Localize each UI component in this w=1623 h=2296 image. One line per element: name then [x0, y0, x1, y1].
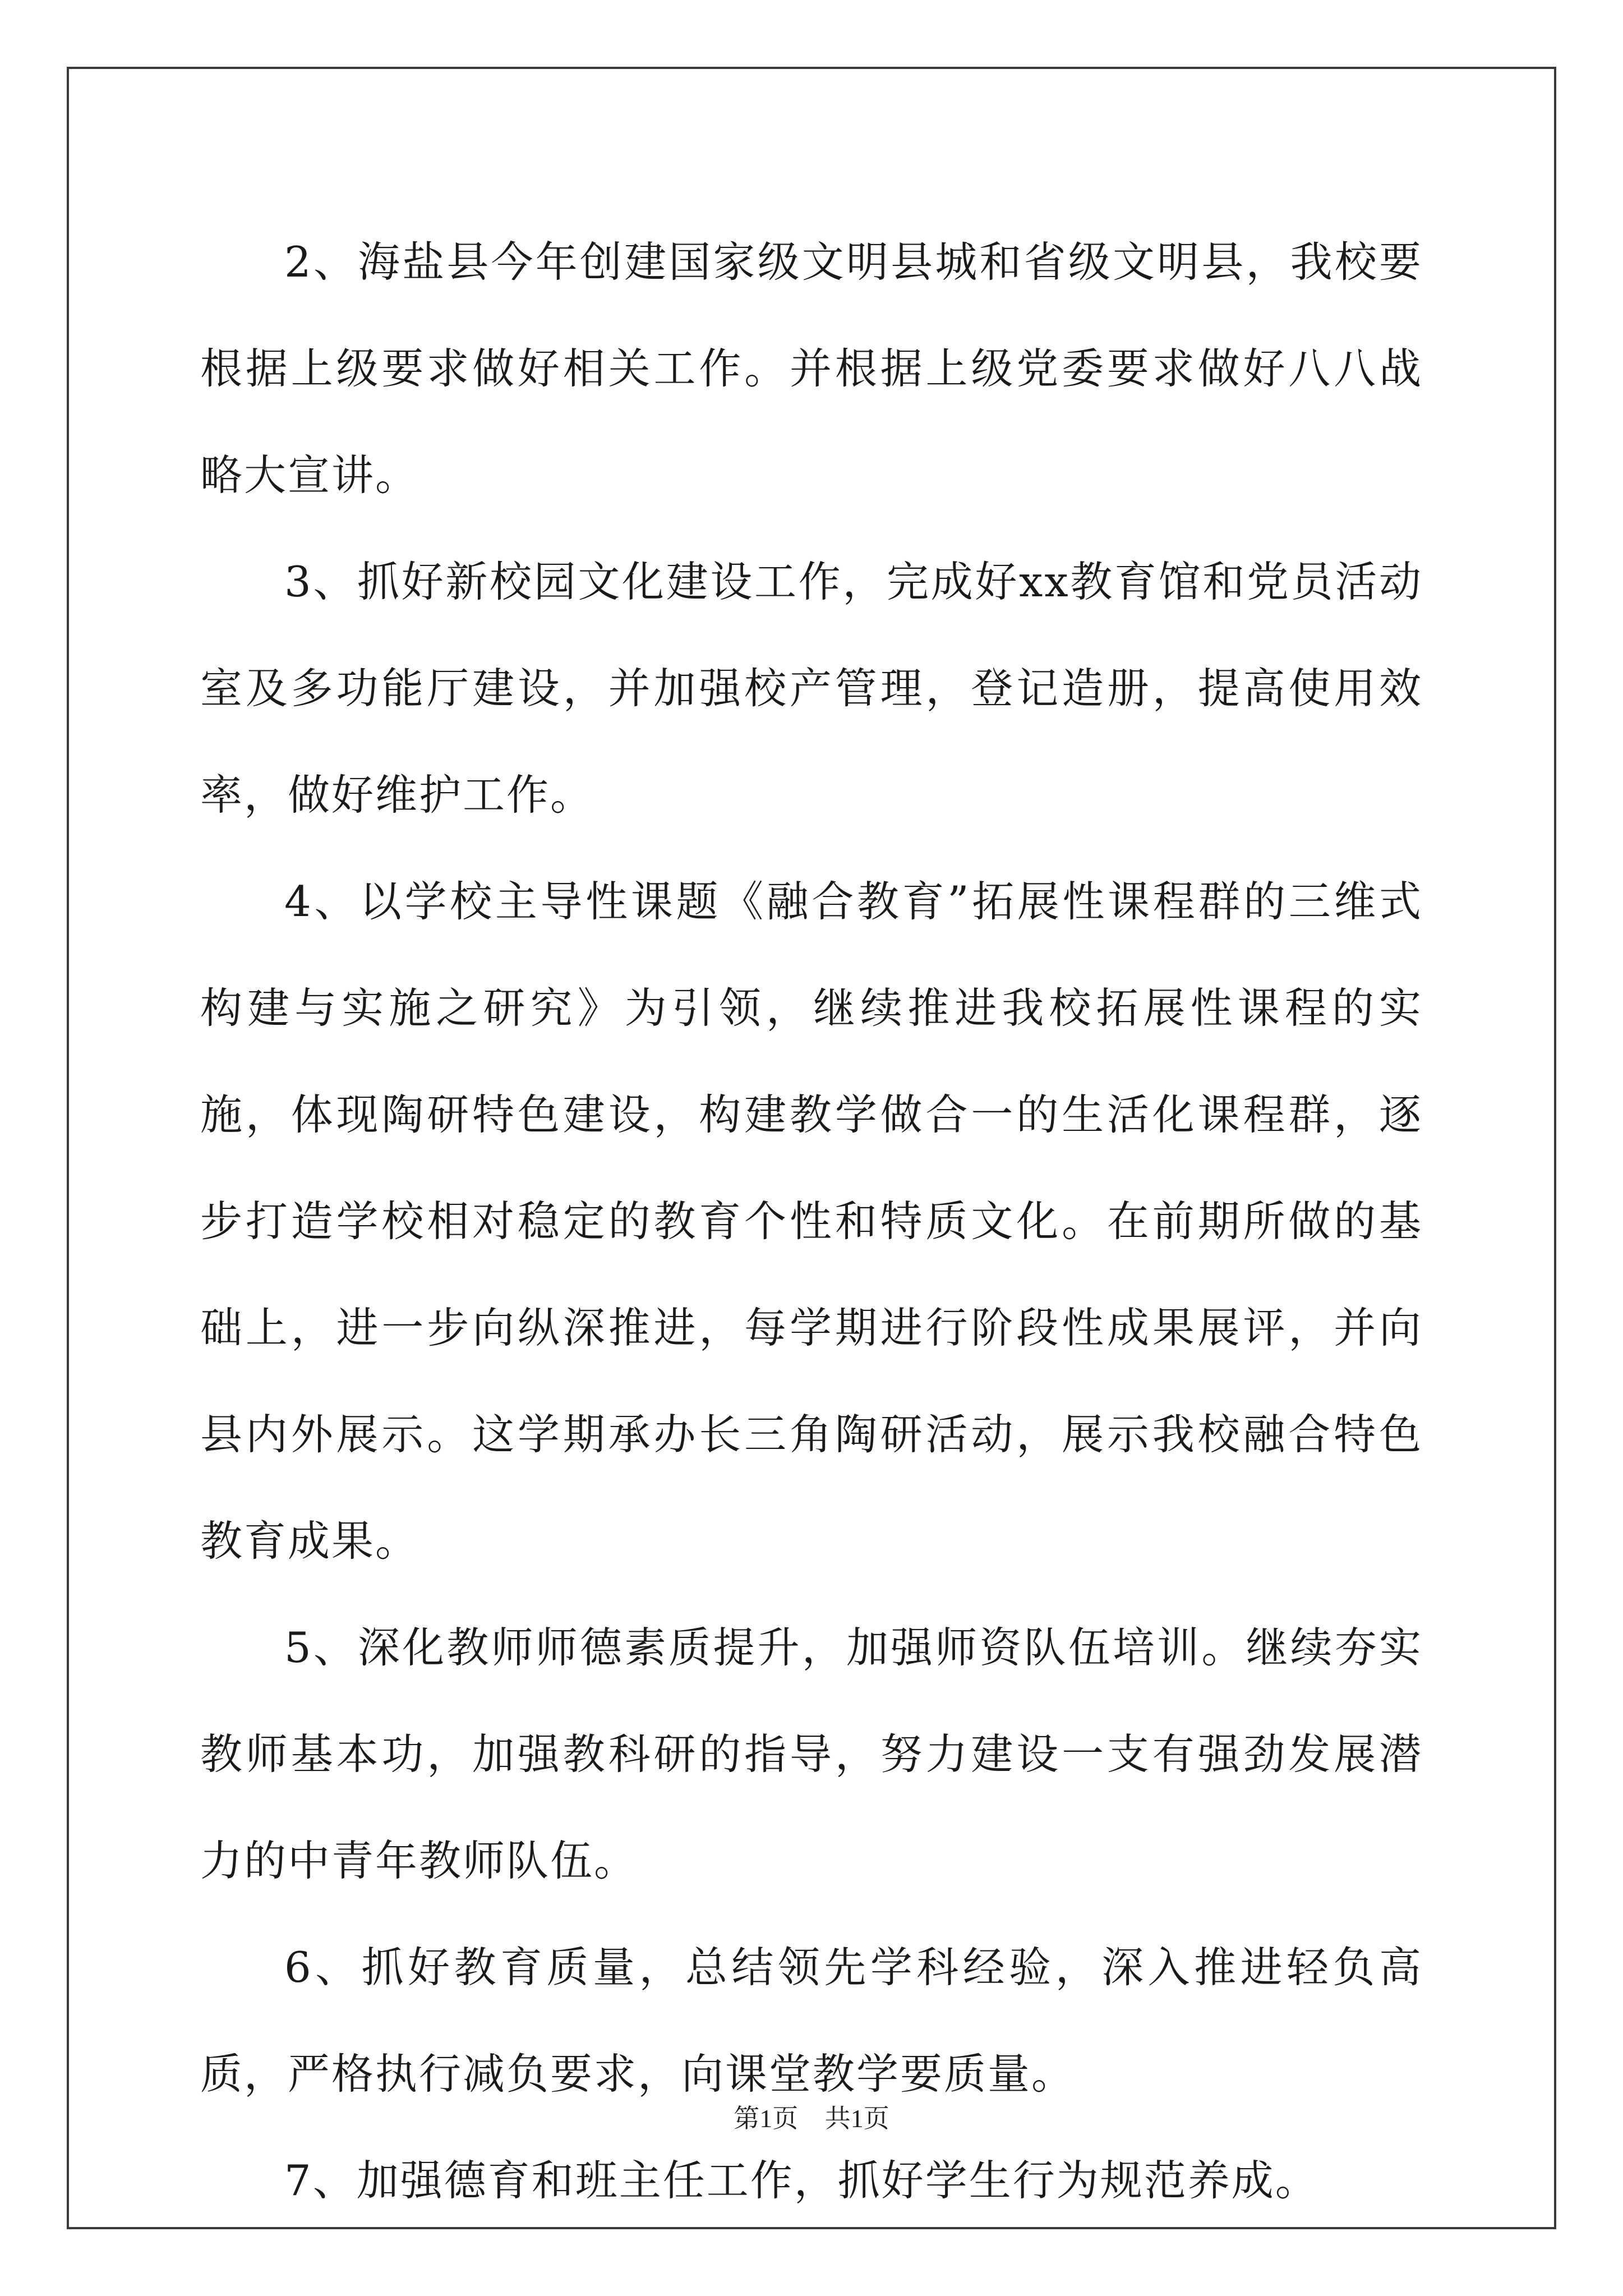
paragraph-item-6: 6、抓好教育质量，总结领先学科经验，深入推进轻负高质，严格执行减负要求，向课堂教学要质量。 — [200, 1943, 1423, 2099]
page-footer — [0, 2098, 1623, 2135]
paragraph-item-4: 4、以学校主导性课题《融合教育”拓展性课程群的三维式构建与实施之研究》为引领，继续推进我校拓展性课程的实施，体现陶研特色建设，构建教学做合一的生活化课程群，逐步打造学校相对稳定的教育个性和特质文化。在前期所做的基础上，进一步向纵深推进，每学期进行阶段性成果展评，并向县内外展示。这学期承办长三角陶研活动，展示我校融合特色教育成果。 — [200, 877, 1423, 1566]
paragraph-item-5: 5、深化教师师德素质提升，加强师资队伍培训。继续夯实教师基本功，加强教科研的指导，努力建设一支有强劲发展潜力的中青年教师队伍。 — [200, 1623, 1423, 1885]
page-total: 共1页 — [824, 2104, 889, 2133]
page-number: 第1页 — [734, 2104, 799, 2133]
paragraph-item-7: 7、加强德育和班主任工作，抓好学生行为规范养成。 — [284, 2156, 1319, 2205]
paragraph-item-3: 3、抓好新校园文化建设工作，完成好xx教育馆和党员活动室及多功能厅建设，并加强校产管理，登记造册，提高使用效率，做好维护工作。 — [200, 557, 1423, 820]
document-body — [200, 209, 1423, 2234]
paragraph-item-2: 2、海盐县今年创建国家级文明县城和省级文明县，我校要根据上级要求做好相关工作。并根据上级党委要求做好八八战略大宣讲。 — [200, 237, 1423, 500]
